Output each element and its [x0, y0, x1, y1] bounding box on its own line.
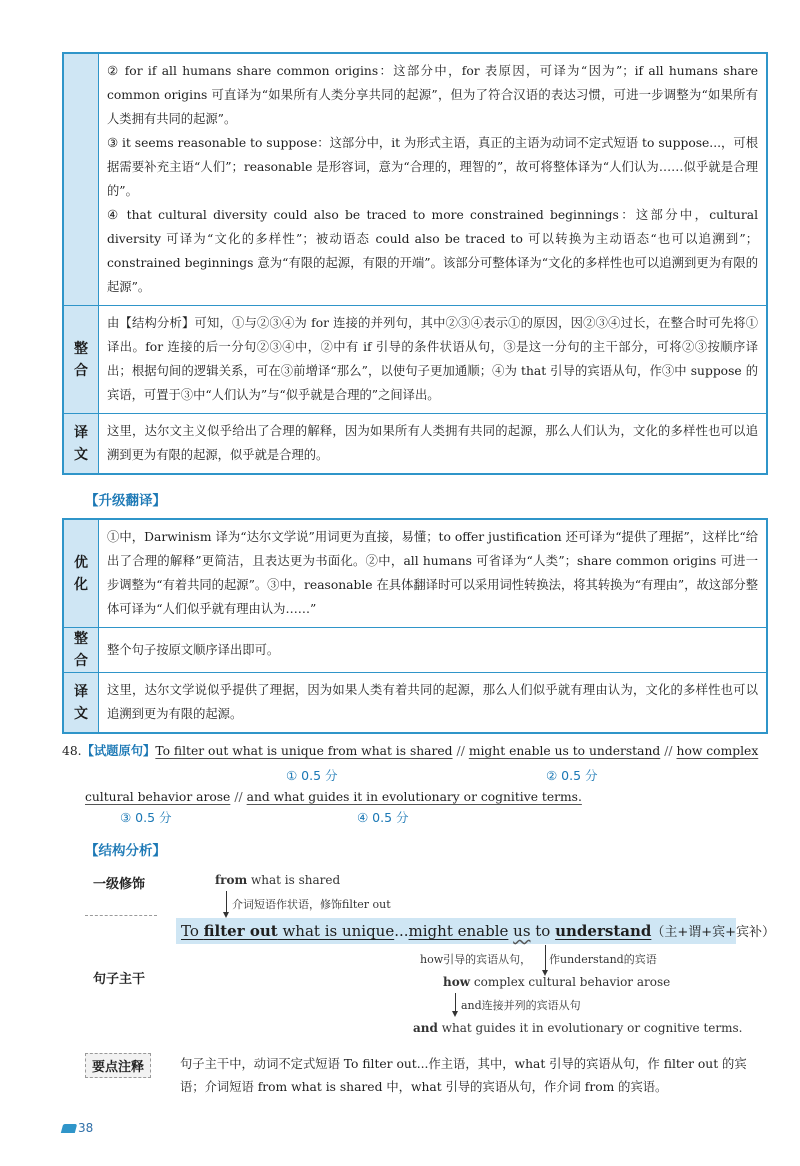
- row-label-translation: 译 文: [64, 414, 99, 473]
- row-label-integration-2: 整 合: [64, 628, 99, 672]
- integration-text: 由【结构分析】可知，①与②③④为 for 连接的并列句，其中②③④表示①的原因，因②③④过长，在整合时可先将①译出。for 连接的后一分句②③④中，②中有 if 引导的条件状语从句，③是这一分句的主干部分，可将②③按顺序译出；根据句间的逻辑关系，可在③前增译“那么”，以使句子更加通顺；④为 that 引导的宾语从句，作③中 suppose 的宾语，可置于③中“人们认为”与“似乎就是合理的”之间译出。: [107, 316, 758, 402]
- part-4-analysis: ④ that cultural diversity could also be traced to more constrained beginnings：这部分中，cultural diversity 可译为“文化的多样性”；被动语态 could also be traced to 可以转换为主动语态“也可以追溯到”；constrained beginnings 意为“有限的起源，有限的开端”。该部分可整体译为“文化的多样性也可以追溯到更为有限的起源”。: [107, 208, 758, 294]
- how-clause-note-left: how引导的宾语从句，: [420, 953, 532, 966]
- segment-3b: cultural behavior arose: [85, 790, 231, 804]
- structure-analysis-heading: 【结构分析】: [85, 843, 166, 859]
- from-phrase: from what is shared: [215, 873, 341, 887]
- how-clause-note-right: 作understand的宾语: [549, 953, 657, 966]
- translation-row: [64, 413, 766, 473]
- integration-row-2: [64, 627, 766, 672]
- score-1: ① 0.5 分: [286, 768, 338, 783]
- connector-line: [226, 891, 227, 913]
- book-icon: [61, 1124, 77, 1133]
- separator: //: [456, 744, 465, 758]
- score-2: ② 0.5 分: [546, 768, 598, 783]
- connector-line: [455, 993, 456, 1013]
- segment-2: might enable us to understand: [468, 744, 661, 758]
- translation-text-2: 这里，达尔文学说似乎提供了理据，因为如果人类有着共同的起源，那么人们似乎就有理由认为，文化的多样性也可以追溯到更为有限的起源。: [107, 683, 758, 721]
- analysis-table-1: [62, 52, 768, 475]
- question-48-line-2: [85, 790, 791, 804]
- connector-line: [545, 945, 546, 973]
- segment-1: To filter out what is unique from what is shared: [155, 744, 453, 758]
- translation-row-2: [64, 672, 766, 732]
- sentence-trunk-label: 句子主干: [93, 972, 146, 987]
- separator: //: [664, 744, 673, 758]
- question-48-line-1: [62, 741, 768, 759]
- upgrade-translation-heading: 【升级翻译】: [85, 493, 166, 509]
- optimize-text: ①中，Darwinism 译为“达尔文学说”用词更为直接，易懂；to offer justification 还可译为“提供了理据”，这样比“给出了合理的解释”更简洁，且表达更为书面化。②中，all humans 可省译为“人类”；share common origins 可进一步调整为“有着共同的起源”。③中，reasonable 在具体翻译时可以采用词性转换法，将其转换为“有理由”，故这部分整体可译为“人们似乎就有理由认为……”: [107, 530, 758, 616]
- segment-4: and what guides it in evolutionary or cognitive terms.: [246, 790, 582, 804]
- separator: //: [234, 790, 243, 804]
- how-clause: how complex cultural behavior arose: [443, 975, 671, 989]
- part-3-analysis: ③ it seems reasonable to suppose：这部分中，it 为形式主语，真正的主语为动词不定式短语 to suppose...，可根据需要补充主语“人们”；reasonable 是形容词，意为“合理的，理智的”，故可将整体译为“人们认为……似乎就是合理的”。: [107, 136, 758, 198]
- translation-text: 这里，达尔文主义似乎给出了合理的解释，因为如果所有人类拥有共同的起源，那么人们认为，文化的多样性也可以追溯到更为有限的起源，似乎就是合理的。: [107, 424, 758, 462]
- segment-3a: how complex: [676, 744, 759, 758]
- row-label-optimize: 优 化: [64, 520, 99, 627]
- level-1-modifier-label: 一级修饰: [93, 877, 146, 892]
- question-number: 48.: [62, 744, 82, 758]
- key-notes-label: 要点注释: [85, 1053, 151, 1078]
- page-number: 38: [62, 1121, 93, 1135]
- score-4: ④ 0.5 分: [357, 810, 409, 825]
- row-label-integration: 整 合: [64, 306, 99, 413]
- integration-row: [64, 305, 766, 413]
- part-2-analysis: ② for if all humans share common origins：这部分中，for 表原因，可译为“因为”；if all humans share common origins 可直译为“如果所有人类分享共同的起源”，但为了符合汉语的表达习惯，可进一步调整为“如果所有人类拥有共同的起源”。: [107, 64, 758, 126]
- and-clause: and what guides it in evolutionary or cognitive terms.: [413, 1021, 743, 1035]
- row-label-empty: [64, 54, 99, 305]
- original-sentence-tag: 【试题原句】: [81, 744, 156, 758]
- row-label-translation-2: 译 文: [64, 673, 99, 732]
- and-clause-note: and连接并列的宾语从句: [461, 999, 581, 1012]
- arrow-down-icon: [452, 1011, 458, 1017]
- divider: [85, 915, 157, 916]
- from-phrase-note: 介词短语作状语，修饰filter out: [232, 898, 391, 911]
- key-notes-text: 句子主干中，动词不定式短语 To filter out...作主语，其中，what 引导的宾语从句，作 filter out 的宾语；介词短语 from what is shared 中，what 引导的宾语从句，作介词 from 的宾语。: [180, 1057, 747, 1094]
- analysis-table-2: [62, 518, 768, 734]
- integration-text-2: 整个句子按原文顺序译出即可。: [107, 643, 280, 657]
- optimize-row: [64, 520, 766, 627]
- sentence-core: To filter out what is unique...might enable us to understand（主+谓+宾+宾补）: [176, 918, 736, 944]
- analysis-row-parts: [64, 54, 766, 305]
- score-3: ③ 0.5 分: [120, 810, 172, 825]
